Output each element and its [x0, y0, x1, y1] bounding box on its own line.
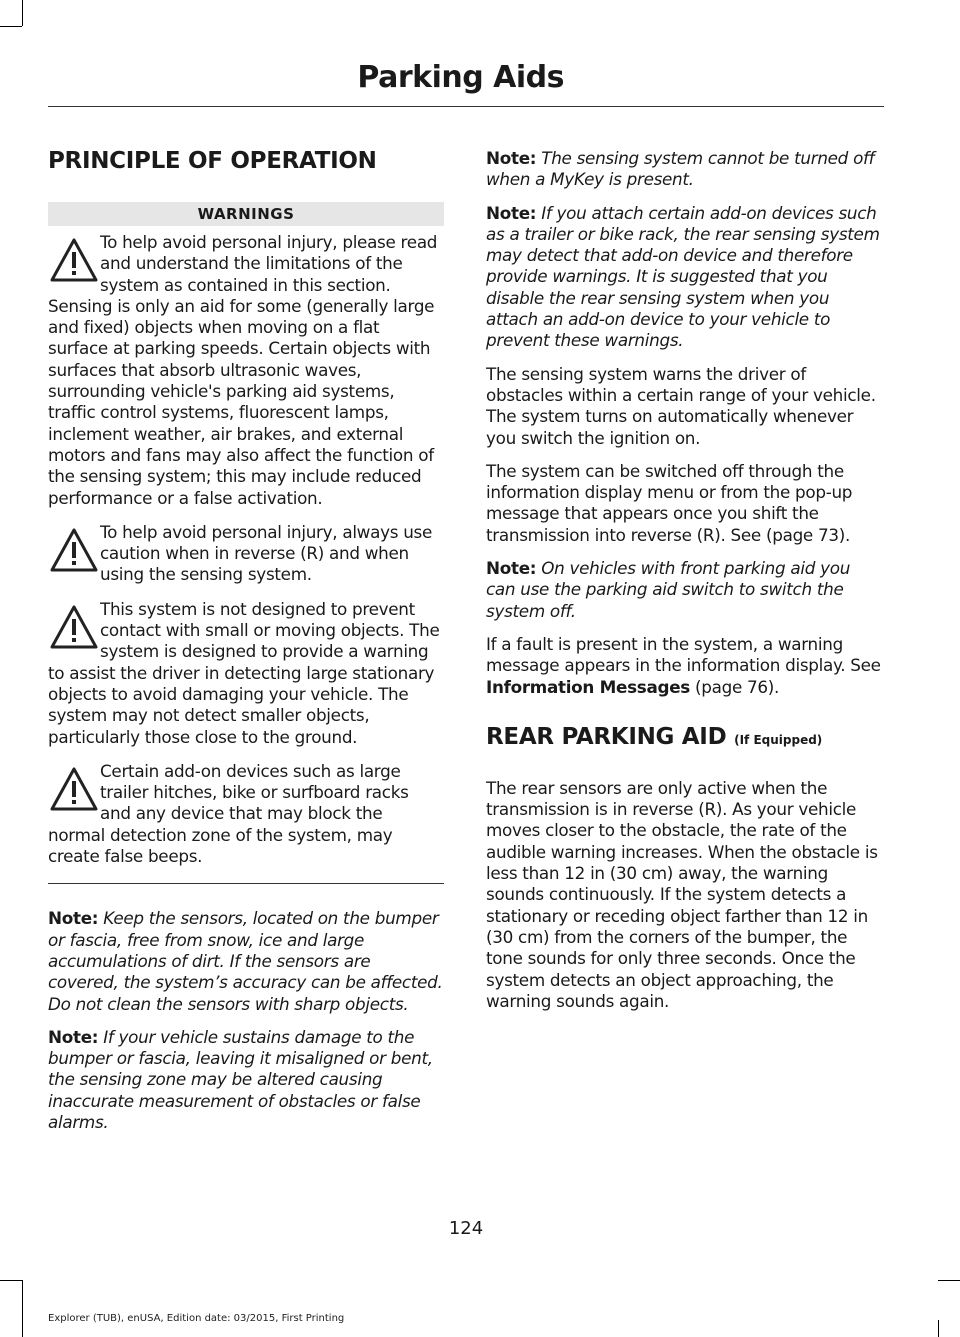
note-text: Keep the sensors, located on the bumper or fascia, free from snow, ice and large accumulations of dirt. If the sensors are covered, the system’s accuracy can be affected. Do not clean the sensors with sharp objects. [48, 908, 443, 1014]
body-paragraph: The rear sensors are only active when the transmission is in reverse (R). As your vehicle moves closer to the obstacle, the rate of the audible warning increases. When the obstacle is less than 12 in (30 cm) away, the warning sounds continuously. If the system detects a stationary or receding object farther than 12 in (30 cm) from the corners of the bumper, the tone sounds for only three seconds. Once the system detects an object approaching, the warning sounds again. [486, 777, 878, 1011]
note-text: The sensing system cannot be turned off when a MyKey is present. [486, 148, 875, 190]
body-paragraph: The sensing system warns the driver of obstacles within a certain range of your vehicle. The system turns on automatically whenever you switch the ignition on. [486, 363, 876, 448]
note-text: If you attach certain add-on devices such as a trailer or bike rack, the rear sensing system may detect that add-on device and therefore provide warnings. It is suggested that you disable the rear sensing system when you attach an add-on device to your vehicle to prevent these warnings. [486, 202, 880, 351]
crop-mark [0, 26, 22, 27]
warning-text: This system is not designed to prevent contact with small or moving objects. The system is designed to provide a warning to assist the driver in detecting large stationary objects to avoid damaging your vehicle. The system may not detect smaller objects, particularly those close to the ground. [48, 598, 440, 747]
crop-mark [0, 1280, 22, 1281]
crop-mark [938, 1320, 939, 1337]
note-paragraph [48, 908, 444, 1014]
note-label: Note: [486, 148, 537, 168]
left-column [48, 144, 444, 1145]
warning-triangle-icon [48, 601, 100, 655]
note-paragraph [486, 558, 882, 622]
body-paragraph: The system can be switched off through the information display menu or from the pop-up message that appears once you shift the transmission into reverse (R). See (page 73). [486, 460, 853, 545]
warnings-title: WARNINGS [48, 202, 444, 226]
note-paragraph [486, 203, 882, 352]
section-heading: PRINCIPLE OF OPERATION [48, 148, 377, 174]
warning-text: To help avoid personal injury, always use caution when in reverse (R) and when using the sensing system. [100, 521, 433, 585]
body-text: If a fault is present in the system, a warning message appears in the information display. See [486, 633, 881, 676]
note-paragraph [486, 148, 882, 191]
note-label: Note: [48, 908, 99, 929]
warning-triangle-icon [48, 763, 100, 817]
page-number: 124 [448, 1218, 484, 1239]
section-heading [486, 724, 882, 750]
cross-reference-link[interactable]: Information Messages [486, 676, 690, 697]
section-heading-text: REAR PARKING AID [486, 723, 727, 750]
warning-item [48, 599, 444, 748]
page-reference: (page 76). [689, 676, 780, 697]
warning-triangle-icon [48, 524, 100, 578]
warning-text: Certain add-on devices such as large trailer hitches, bike or surfboard racks and any device that may block the normal detection zone of the system, may create false beeps. [48, 760, 409, 867]
footer-edition-info: Explorer (TUB), enUSA, Edition date: 03/2015, First Printing [48, 1313, 345, 1324]
warning-item [48, 761, 444, 867]
warning-text: To help avoid personal injury, please read and understand the limitations of the system as contained in this section. Sensing is only an aid for some (generally large and fixed) objects when moving on a flat surface at parking speeds. Certain objects with surfaces that absorb ultrasonic waves, surrounding vehicle's parking aid systems, traffic control systems, fluorescent lamps, inclement weather, air brakes, and external motors and fans may also affect the function of the sensing system; this may include reduced performance or a false activation. [48, 232, 438, 508]
header-divider [48, 106, 884, 107]
page-header-title: Parking Aids [357, 60, 564, 95]
right-column [486, 148, 882, 1024]
note-label: Note: [48, 1026, 99, 1047]
note-label: Note: [486, 202, 537, 223]
note-text: On vehicles with front parking aid you can use the parking aid switch to switch the system off. [486, 558, 851, 621]
warnings-end-divider [48, 883, 444, 884]
note-text: If your vehicle sustains damage to the bumper or fascia, leaving it misaligned or bent, the sensing zone may be altered causing inaccurate measurement of obstacles or false alarms. [48, 1026, 433, 1132]
crop-mark [22, 1280, 23, 1337]
note-label: Note: [486, 558, 537, 579]
warning-item [48, 522, 444, 586]
crop-mark [22, 0, 23, 26]
section-heading-qualifier: (If Equipped) [734, 732, 823, 747]
crop-mark [938, 1280, 960, 1281]
note-paragraph [48, 1027, 444, 1133]
body-paragraph [486, 634, 882, 698]
warning-item [48, 232, 444, 509]
warning-triangle-icon [48, 234, 100, 288]
